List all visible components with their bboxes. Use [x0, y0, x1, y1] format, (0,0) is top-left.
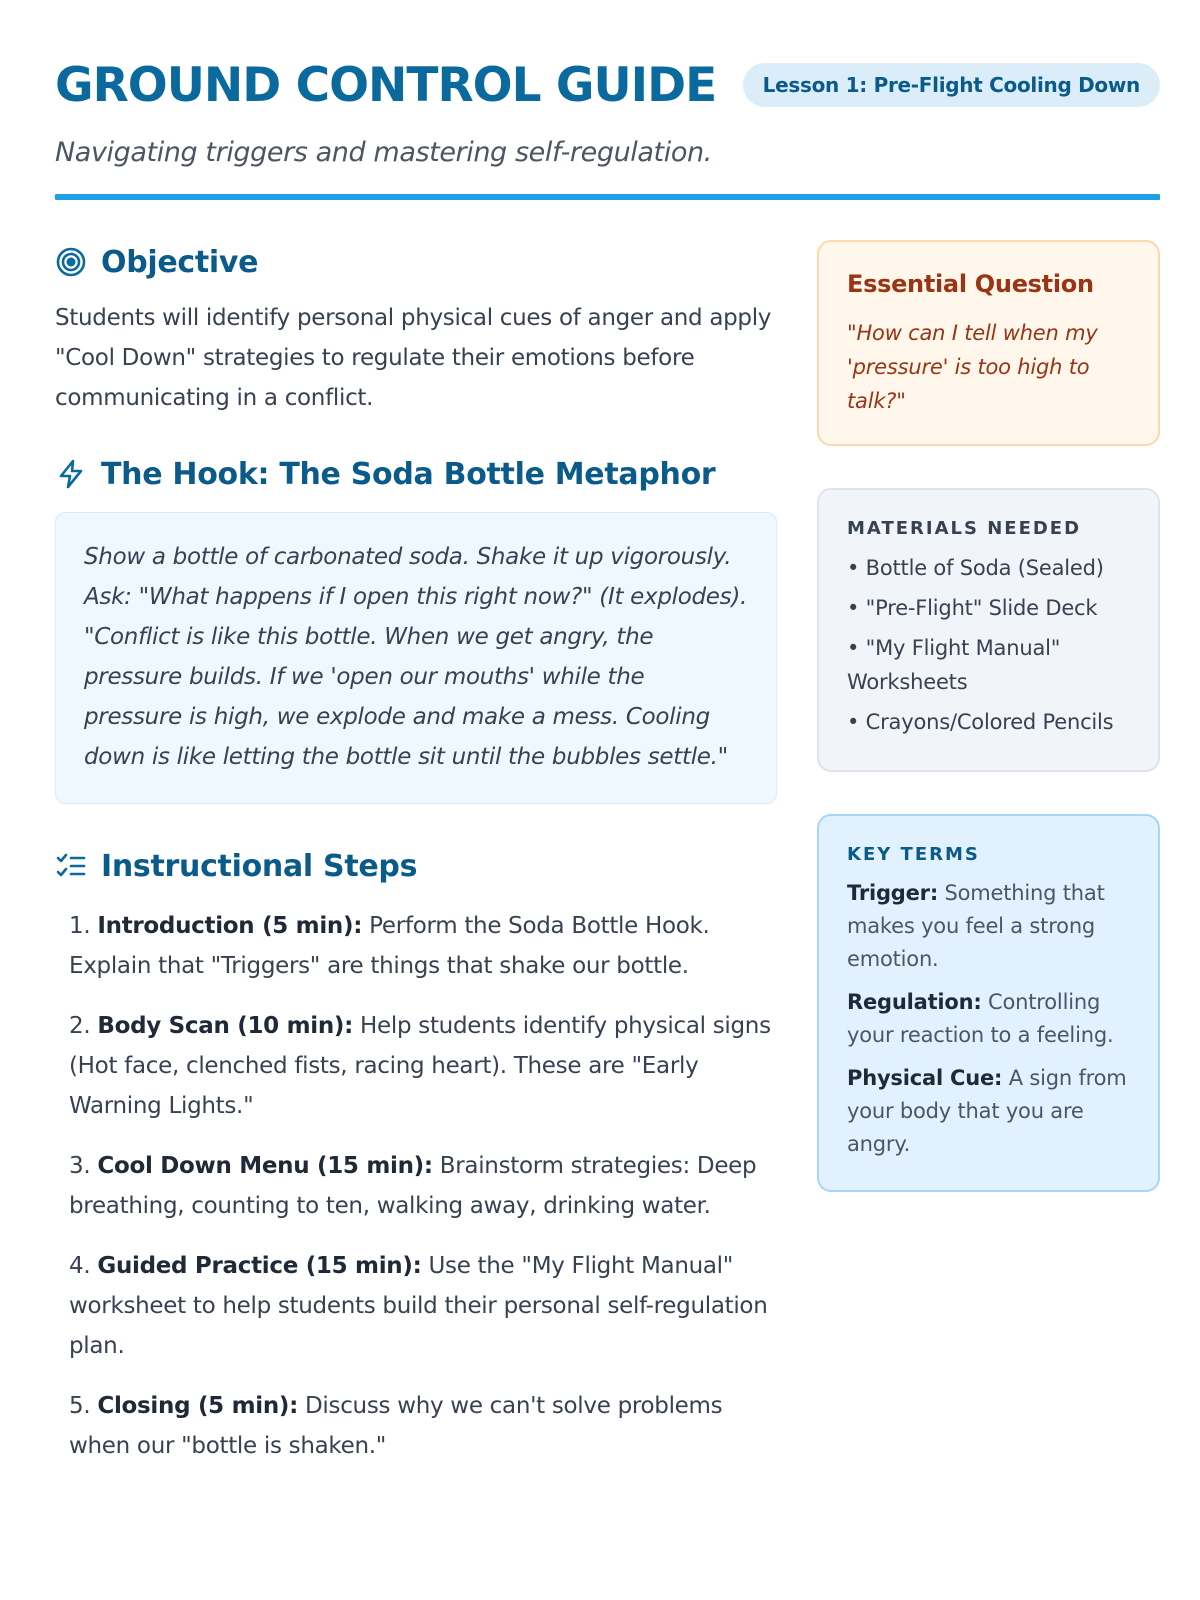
material-item: • "Pre-Flight" Slide Deck — [847, 596, 1098, 620]
page-subtitle: Navigating triggers and mastering self-regulation. — [55, 137, 712, 168]
key-terms-card — [817, 814, 1160, 1192]
key-term-item: Regulation: Controlling your reaction to a feeling. — [847, 990, 1114, 1047]
material-item: • Crayons/Colored Pencils — [847, 710, 1114, 734]
sidebar — [817, 240, 1160, 1192]
materials-card — [817, 488, 1160, 772]
step-item: 1. Introduction (5 min): Perform the Soda Bottle Hook. Explain that "Triggers" are things that shake our bottle. — [69, 913, 710, 979]
lesson-page — [55, 55, 1160, 1459]
objective-heading — [55, 240, 777, 284]
hook-heading-label: The Hook: The Soda Bottle Metaphor — [101, 456, 716, 492]
header-divider — [55, 194, 1160, 200]
materials-list — [847, 551, 1130, 739]
essential-question-title: Essential Question — [847, 270, 1094, 298]
essential-question-card — [817, 240, 1160, 446]
step-item: 3. Cool Down Menu (15 min): Brainstorm strategies: Deep breathing, counting to ten, walking away, drinking water. — [69, 1153, 757, 1219]
materials-title: MATERIALS NEEDED — [847, 518, 1082, 539]
lesson-badge: Lesson 1: Pre-Flight Cooling Down — [743, 63, 1160, 107]
hook-box — [55, 512, 777, 804]
step-item: 2. Body Scan (10 min): Help students identify physical signs (Hot face, clenched fists, racing heart). These are "Early Warning Lights." — [69, 1013, 771, 1119]
checklist-icon — [55, 850, 87, 882]
objective-heading-label: Objective — [101, 244, 259, 280]
material-item: • "My Flight Manual" Worksheets — [847, 636, 1061, 694]
lightning-icon — [55, 458, 87, 490]
material-item: • Bottle of Soda (Sealed) — [847, 556, 1104, 580]
header — [55, 55, 1160, 115]
hook-text: Show a bottle of carbonated soda. Shake it up vigorously. Ask: "What happens if I open this right now?" (It explodes). "Conflict is like this bottle. When we get angry, the pressure builds. If we 'open our mouths' while the pressure is high, we explode and make a mess. Cooling down is like letting the bottle sit until the bubbles settle." — [84, 544, 748, 770]
key-terms-list — [847, 877, 1130, 1161]
objective-text: Students will identify personal physical cues of anger and apply "Cool Down" strategies to regulate their emotions before communicating in a conflict. — [55, 305, 772, 411]
key-term-item: Trigger: Something that makes you feel a strong emotion. — [847, 881, 1105, 971]
steps-heading — [55, 844, 777, 888]
step-item: 4. Guided Practice (15 min): Use the "My Flight Manual" worksheet to help students build their personal self-regulation plan. — [69, 1253, 768, 1359]
key-term-item: Physical Cue: A sign from your body that you are angry. — [847, 1066, 1127, 1156]
step-item: 5. Closing (5 min): Discuss why we can't solve problems when our "bottle is shaken." — [69, 1393, 723, 1459]
hook-heading — [55, 452, 777, 496]
steps-heading-label: Instructional Steps — [101, 848, 418, 884]
steps-list — [55, 906, 777, 1466]
target-icon — [55, 246, 87, 278]
main-column — [55, 240, 777, 1486]
key-terms-title: KEY TERMS — [847, 844, 980, 865]
page-title: GROUND CONTROL GUIDE — [55, 57, 717, 113]
essential-question-text: "How can I tell when my 'pressure' is too high to talk?" — [847, 321, 1098, 413]
